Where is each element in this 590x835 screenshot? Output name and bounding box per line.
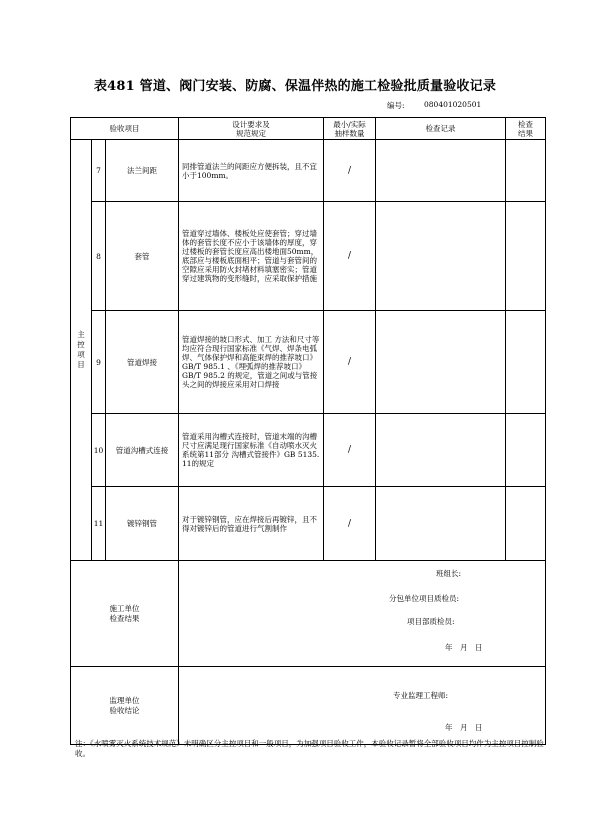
main-label-char: 控 [77,340,85,349]
record-code [0,100,590,114]
row-item: 管道焊接 [106,311,179,414]
row-record[interactable] [376,311,506,414]
supervision-unit-label [71,667,179,745]
header-quantity [324,118,376,140]
table-row [71,414,546,487]
row-item: 管道沟槽式连接 [106,414,179,487]
row-quantity: / [324,311,376,414]
row-quantity: / [324,487,376,561]
row-number: 8 [92,202,106,311]
row-item: 法兰间距 [106,140,179,202]
page-title: 表481 管道、阀门安装、防腐、保温伴热的施工检验批质量验收记录 [93,79,497,94]
table-row [71,487,546,561]
row-result[interactable] [506,202,546,311]
main-label-char: 主 [77,330,85,339]
row-number: 10 [92,414,106,487]
table-row [71,202,546,311]
main-label-char: 项 [77,350,85,359]
construction-date: 年 月 日 [445,643,483,652]
row-result[interactable] [506,487,546,561]
row-requirement: 对于镀锌钢管，应在焊接后再镀锌，且不得对镀锌后的管道进行气割制作 [179,487,324,561]
main-label-char: 目 [77,360,85,369]
record-code-label: 编号: [387,101,405,110]
row-quantity: / [324,414,376,487]
supervision-date: 年 月 日 [445,723,483,732]
inspection-table [70,117,546,745]
table-row [71,140,546,202]
record-code-value: 080401020501 [424,100,482,109]
row-result[interactable] [506,140,546,202]
header-result-line1: 检查 [518,119,534,129]
header-req-line2: 规范规定 [236,128,267,138]
row-result[interactable] [506,414,546,487]
row-record[interactable] [376,487,506,561]
supervision-row [71,667,546,745]
header-item: 验收项目 [71,118,179,140]
header-record: 检查记录 [376,118,506,140]
row-item: 镀锌钢管 [106,487,179,561]
supervision-label-line1: 监理单位 [109,695,140,705]
dept-quality-inspector-label: 项目部质检员: [407,617,455,626]
row-requirement: 管道采用沟槽式连接时，管道末端的沟槽尺寸应满足现行国家标准《自动喷水灭火系统第11部分 沟槽式管接件》GB 5135. 11的规定 [179,414,324,487]
row-requirement: 管道焊接的坡口形式、加工 方法和尺寸等均应符合现行国家标准《气焊、焊条电弧焊、气体保护焊和高能束焊的推荐坡口》GB/T 985.1 、《埋弧焊的推荐坡口》GB/T 985.2 的规定，管道之间或与管接头之间的焊接应采用对口焊接 [179,311,324,414]
supervision-engineer-label: 专业监理工程师: [393,691,449,700]
header-result [506,118,546,140]
supervision-label-line2: 验收结论 [109,705,140,715]
row-quantity: / [324,202,376,311]
construction-row [71,561,546,667]
header-qty-line2: 抽样数量 [334,128,365,138]
construction-signature-area[interactable] [179,561,546,667]
header-result-line2: 结果 [518,128,534,138]
row-result[interactable] [506,311,546,414]
table-row [71,311,546,414]
table-header [71,118,546,140]
supervision-signature-area[interactable] [179,667,546,745]
row-record[interactable] [376,140,506,202]
row-item: 套管 [106,202,179,311]
header-req-line1: 设计要求及 [232,119,270,129]
construction-unit-label [71,561,179,667]
row-number: 9 [92,311,106,414]
row-quantity: / [324,140,376,202]
row-record[interactable] [376,202,506,311]
header-requirement [179,118,324,140]
row-requirement: 管道穿过墙体、楼板处应使套管；穿过墙体的套管长度不应小于该墙体的厚度，穿过楼板的套管长度应高出楼地面50mm，底部应与楼板底面相平；管道与套管间的空隙应采用防火封堵材料填塞密实；管道穿过建筑物的变形缝时，应采取保护措施 [179,202,324,311]
sub-quality-inspector-label: 分包单位项目质检员: [389,594,460,603]
team-leader-label: 班组长: [436,569,462,578]
construction-label-line1: 施工单位 [109,603,140,613]
footnote: 注：《水喷雾灭火系统技术规范》未明确区分主控项目和一般项目，为加强项目验收工作，本验收记录暂将全部验收项目均作为主控项目控制验收。 [75,739,544,758]
construction-label-line2: 检查结果 [109,613,140,623]
row-record[interactable] [376,414,506,487]
header-qty-line1: 最小/实际 [333,119,366,129]
row-number: 7 [92,140,106,202]
row-requirement: 同排管道法兰的间距应方便拆装，且不宜小于100mm。 [179,140,324,202]
main-control-label [71,140,92,561]
row-number: 11 [92,487,106,561]
